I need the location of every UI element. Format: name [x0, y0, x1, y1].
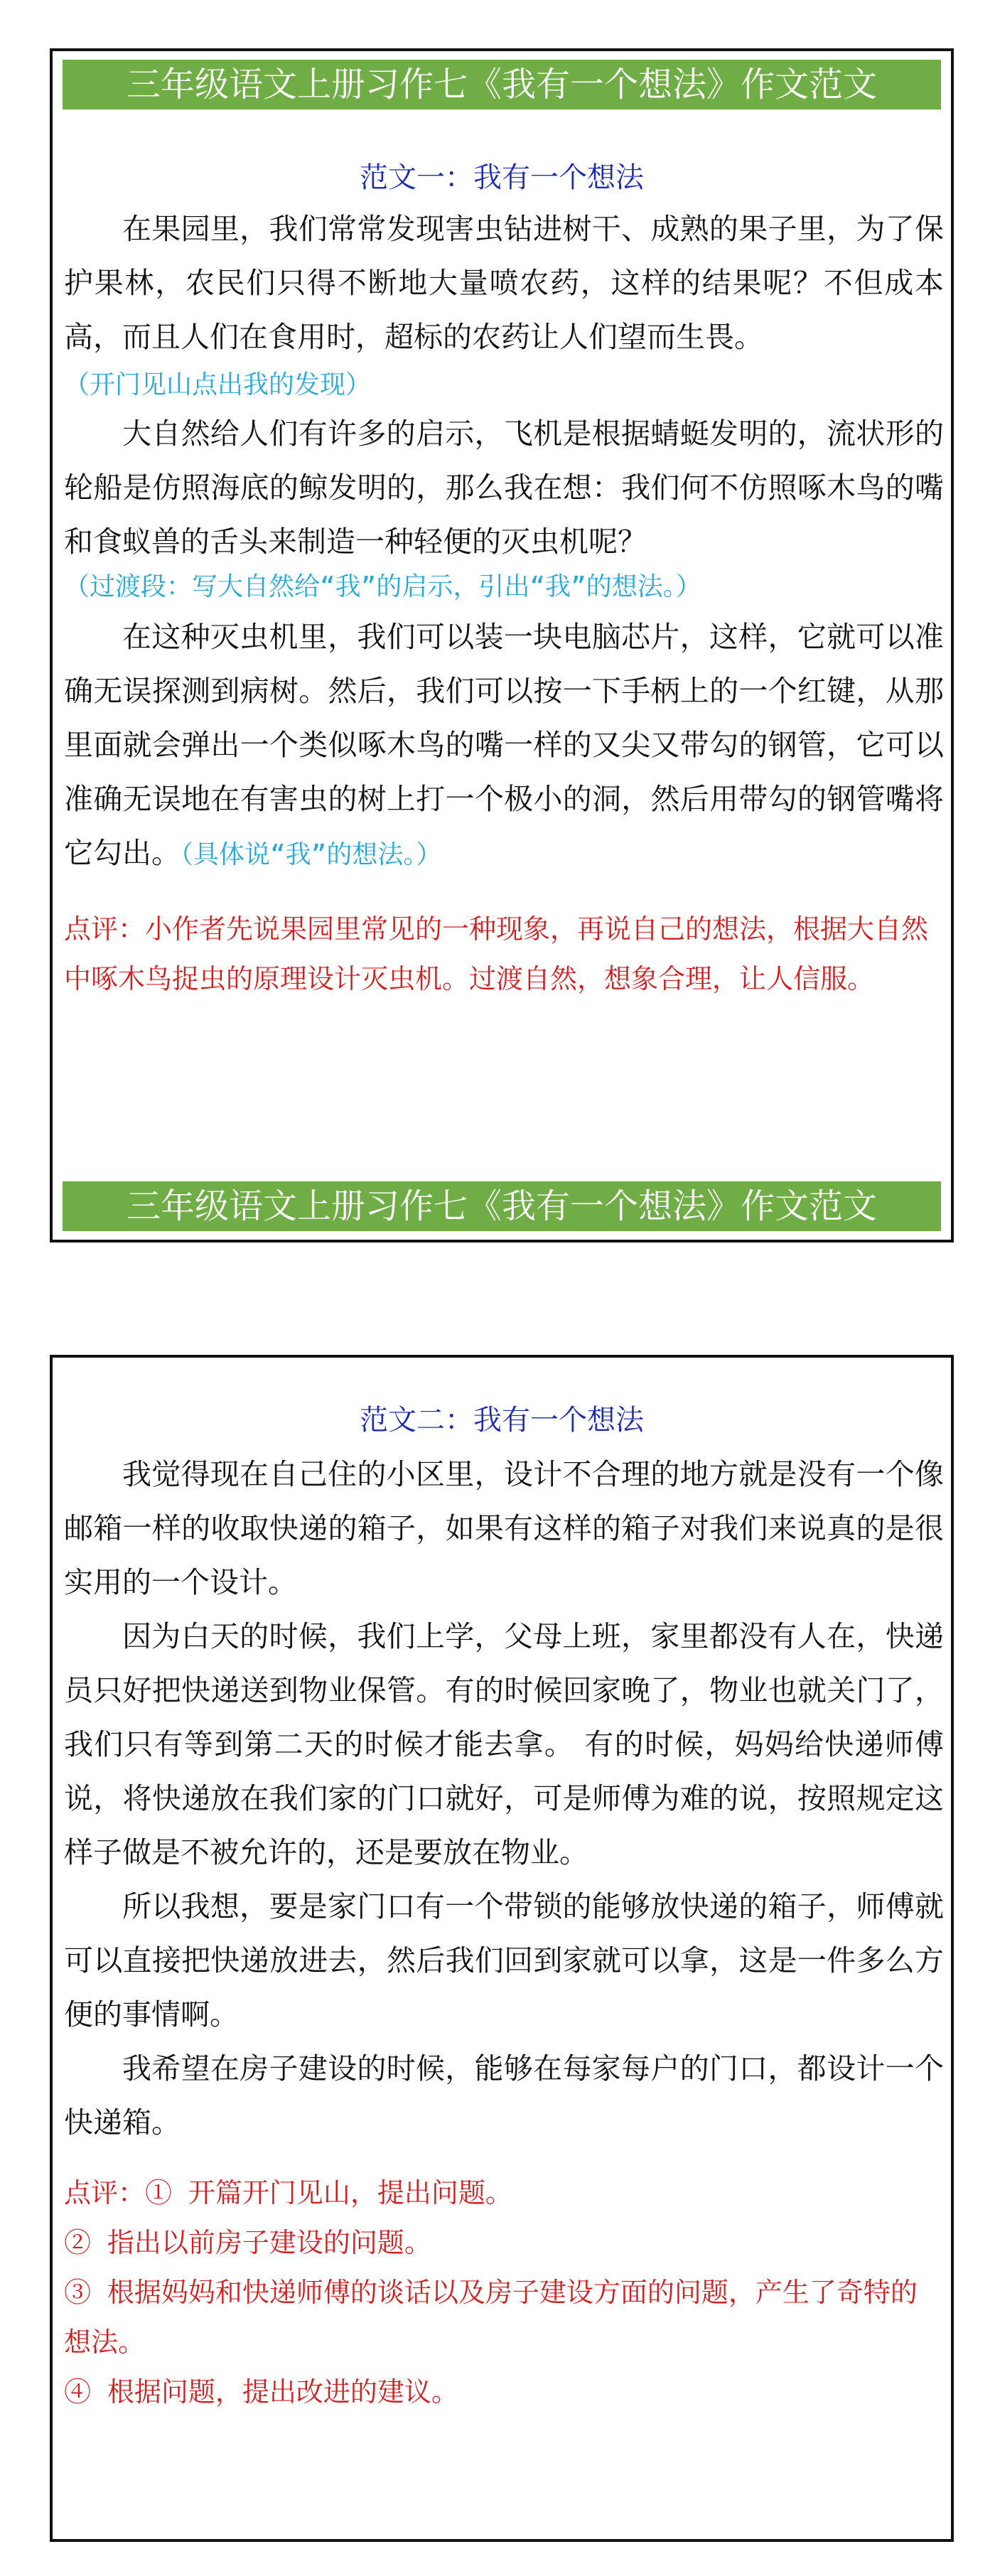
essay2-comment-line-1: 点评：① 开篇开门见山，提出问题。 [64, 2177, 512, 2209]
essay2-body [64, 1447, 944, 2150]
essay2-comment-line-3: ③ 根据妈妈和快递师傅的谈话以及房子建设方面的问题，产生了奇特的想法。 [64, 2277, 918, 2358]
essay2-paragraph-2: 因为白天的时候，我们上学，父母上班，家里都没有人在，快递员只好把快递送到物业保管。有的时候回家晚了，物业也就关门了，我们只有等到第二天的时候才能去拿。 有的时候，妈妈给快递师傅说，将快递放在我们家的门口就好，可是师傅为难的说，按照规定这样子做是不被允许的，还是要放在物业。 [64, 1619, 944, 1869]
essay1-comment: 点评：小作者先说果园里常见的一种现象，再说自己的想法，根据大自然中啄木鸟捉虫的原理设计灭虫机。过渡自然，想象合理，让人信服。 [64, 913, 929, 994]
essay-card-2 [50, 1355, 954, 2542]
essay1-note-3: （具体说“我”的想法。） [181, 840, 442, 869]
essay2-comment-line-2: ② 指出以前房子建设的问题。 [64, 2227, 431, 2258]
essay-card-1 [50, 48, 954, 1243]
essay1-title: 范文一：我有一个想法 [360, 161, 644, 194]
essay1-paragraph-2: 大自然给人们有许多的启示，飞机是根据蜻蜓发明的，流状形的轮船是仿照海底的鲸发明的，那么我在想：我们何不仿照啄木鸟的嘴和食蚁兽的舌头来制造一种轻便的灭虫机呢？ [64, 417, 944, 559]
essay2-paragraph-3: 所以我想，要是家门口有一个带锁的能够放快递的箱子，师傅就可以直接把快递放进去，然后我们回到家就可以拿，这是一件多么方便的事情啊。 [64, 1889, 944, 2032]
banner-top: 三年级语文上册习作七《我有一个想法》作文范文 [63, 60, 941, 109]
essay1-note-2: （过渡段：写大自然给“我”的启示，引出“我”的想法。） [64, 572, 701, 601]
essay1-paragraph-2-block [64, 407, 944, 569]
essay2-paragraph-1: 我觉得现在自己住的小区里，设计不合理的地方就是没有一个像邮箱一样的收取快递的箱子，如果有这样的箱子对我们来说真的是很实用的一个设计。 [64, 1457, 944, 1599]
essay1-paragraph-3-block [64, 610, 944, 882]
essay2-comment [64, 2168, 944, 2417]
essay2-title: 范文二：我有一个想法 [360, 1404, 644, 1437]
banner-bottom: 三年级语文上册习作七《我有一个想法》作文范文 [63, 1181, 941, 1231]
essay1-paragraph-1-block [64, 202, 944, 364]
essay1-note-1: （开门见山点出我的发现） [64, 370, 372, 399]
essay2-paragraph-4: 我希望在房子建设的时候，能够在每家每户的门口，都设计一个快递箱。 [64, 2051, 944, 2140]
essay1-paragraph-3 [64, 610, 944, 882]
essay2-comment-line-4: ④ 根据问题，提出改进的建议。 [64, 2376, 458, 2408]
essay1-paragraph-1: 在果园里，我们常常发现害虫钻进树干、成熟的果子里，为了保护果林，农民们只得不断地大量喷农药，这样的结果呢？不但成本高，而且人们在食用时，超标的农药让人们望而生畏。 [64, 212, 944, 354]
essay1-paragraph-3-text: 在这种灭虫机里，我们可以装一块电脑芯片，这样，它就可以准确无误探测到病树。然后，我们可以按一下手柄上的一个红键，从那里面就会弹出一个类似啄木鸟的嘴一样的又尖又带勾的钢管，它可以准确无误地在有害虫的树上打一个极小的洞，然后用带勾的钢管嘴将它勾出。 [64, 620, 944, 870]
